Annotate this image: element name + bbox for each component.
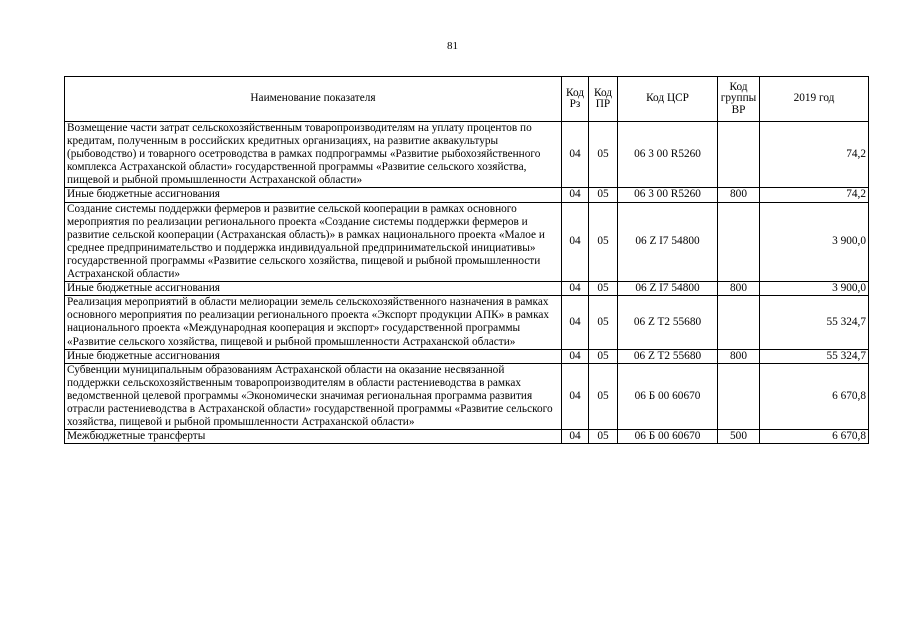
row-csr: 06 Z T2 55680 [618,296,718,349]
row-pr: 05 [589,363,618,429]
row-rz: 04 [562,363,589,429]
row-rz: 04 [562,349,589,363]
row-vr: 800 [718,349,760,363]
row-name: Иные бюджетные ассигнования [65,188,562,202]
row-csr: 06 3 00 R5260 [618,188,718,202]
page-number: 81 [447,40,458,52]
row-csr: 06 Б 00 60670 [618,363,718,429]
row-value: 6 670,8 [760,363,869,429]
row-name: Межбюджетные трансферты [65,430,562,444]
header-vr: Код группы ВР [718,77,760,122]
row-vr [718,122,760,188]
table-row [65,430,869,444]
row-pr: 05 [589,202,618,282]
row-rz: 04 [562,282,589,296]
row-csr: 06 Б 00 60670 [618,430,718,444]
row-vr [718,363,760,429]
table-row [65,188,869,202]
row-rz: 04 [562,296,589,349]
table-row [65,296,869,349]
row-value: 3 900,0 [760,202,869,282]
row-value: 6 670,8 [760,430,869,444]
row-csr: 06 Z T2 55680 [618,349,718,363]
row-value: 74,2 [760,188,869,202]
row-csr: 06 3 00 R5260 [618,122,718,188]
row-pr: 05 [589,349,618,363]
header-pr: Код ПР [589,77,618,122]
row-name: Создание системы поддержки фермеров и развитие сельской кооперации в рамках основного мероприятия по реализации регионального проекта «Создание системы поддержки фермеров и развитие сельской кооперации (Астраханская область)» в рамках национального проекта «Малое и среднее предпринимательство и поддержка индивидуальной предпринимательской инициативы» государственной программы «Развитие сельского хозяйства, пищевой и рыбной промышленности Астраханской области» [65,202,562,282]
table-row [65,282,869,296]
table-row [65,122,869,188]
row-name: Реализация мероприятий в области мелиорации земель сельскохозяйственного назначения в рамках основного мероприятия по реализации регионального проекта «Экспорт продукции АПК» в рамках национального проекта «Международная кооперация и экспорт» государственной программы «Развитие сельского хозяйства, пищевой и рыбной промышленности Астраханской области» [65,296,562,349]
row-vr: 800 [718,188,760,202]
header-year: 2019 год [760,77,869,122]
header-rz: Код Рз [562,77,589,122]
table-row [65,349,869,363]
row-pr: 05 [589,430,618,444]
row-name: Иные бюджетные ассигнования [65,349,562,363]
row-pr: 05 [589,296,618,349]
row-pr: 05 [589,122,618,188]
row-rz: 04 [562,202,589,282]
row-vr [718,296,760,349]
row-vr [718,202,760,282]
row-value: 3 900,0 [760,282,869,296]
row-csr: 06 Z I7 54800 [618,282,718,296]
table-header-row [65,77,869,122]
row-rz: 04 [562,430,589,444]
row-pr: 05 [589,282,618,296]
table-row [65,202,869,282]
row-pr: 05 [589,188,618,202]
row-value: 74,2 [760,122,869,188]
row-rz: 04 [562,188,589,202]
row-name: Возмещение части затрат сельскохозяйственным товаропроизводителям на уплату процентов по кредитам, полученным в российских кредитных организациях, на развитие аквакультуры (рыбоводство) и товарного осетроводства в рамках подпрограммы «Развитие рыбохозяйственного комплекса Астраханской области» государственной программы «Развитие сельского хозяйства, пищевой и рыбной промышленности Астраханской области» [65,122,562,188]
header-csr: Код ЦСР [618,77,718,122]
row-value: 55 324,7 [760,349,869,363]
budget-table [64,76,869,444]
table-row [65,363,869,429]
row-value: 55 324,7 [760,296,869,349]
row-vr: 500 [718,430,760,444]
row-rz: 04 [562,122,589,188]
header-name: Наименование показателя [65,77,562,122]
row-name: Субвенции муниципальным образованиям Астраханской области на оказание несвязанной поддержки сельскохозяйственным товаропроизводителям в области растениеводства в рамках ведомственной целевой программы «Экономически значимая региональная программа развития отрасли растениеводства в Астраханской области» государственной программы «Развитие сельского хозяйства, пищевой и рыбной промышленности Астраханской области» [65,363,562,429]
row-vr: 800 [718,282,760,296]
row-csr: 06 Z I7 54800 [618,202,718,282]
row-name: Иные бюджетные ассигнования [65,282,562,296]
